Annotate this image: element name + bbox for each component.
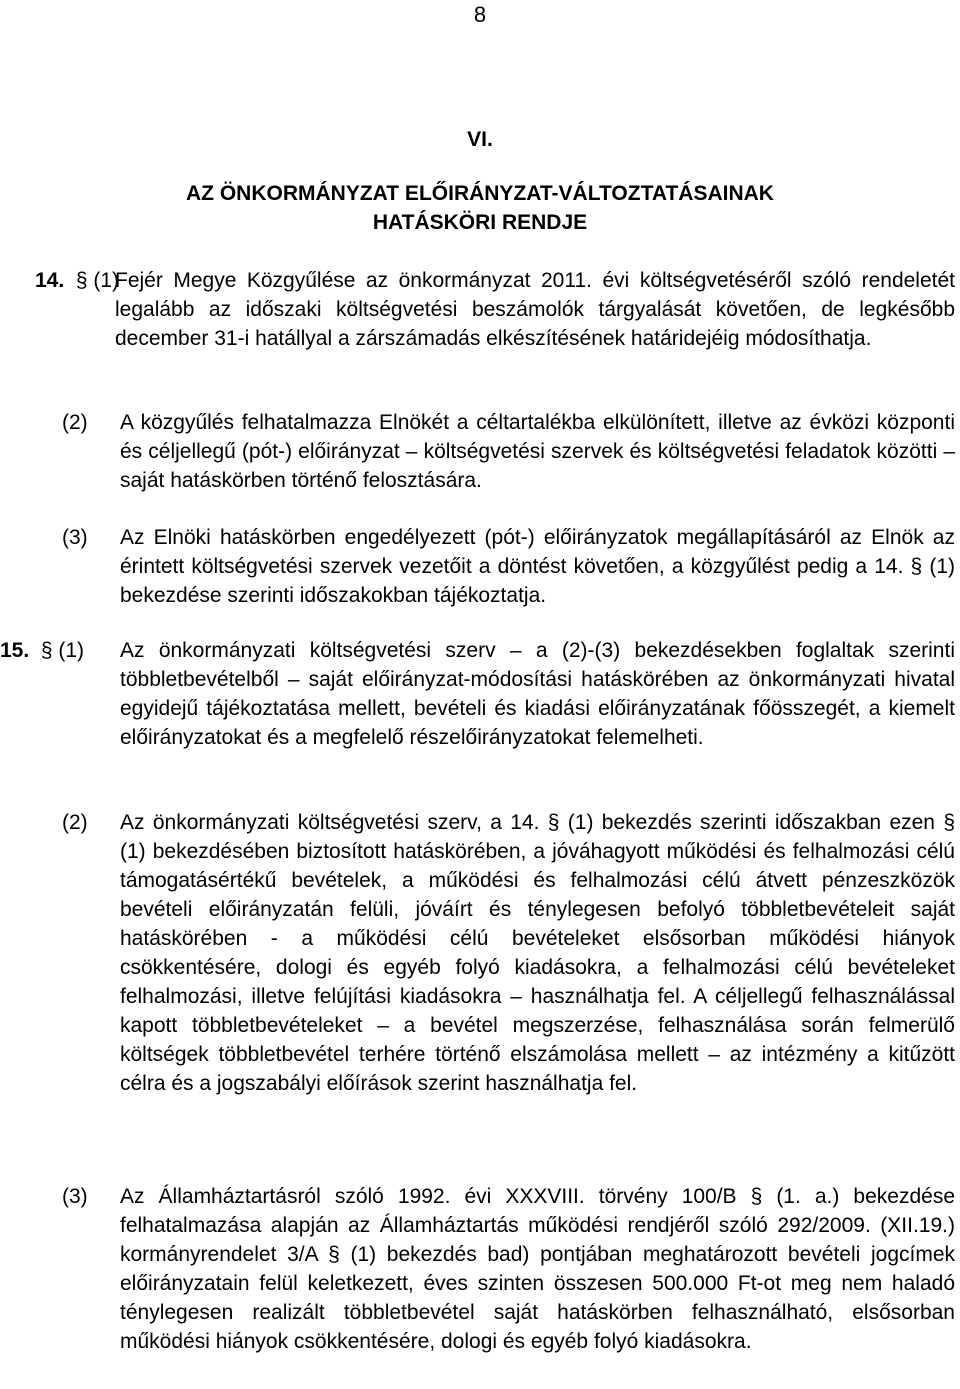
chapter-title-line-2: HATÁSKÖRI RENDJE: [372, 211, 588, 234]
section-number-15: 15. § (1): [0, 639, 85, 662]
paragraph-label: (3): [62, 1185, 88, 1208]
paragraph-label: (3): [62, 526, 88, 549]
paragraph-label: (2): [62, 411, 88, 434]
chapter-title: [0, 179, 960, 237]
paragraph-text: Fejér Megye Közgyűlése az önkormányzat 2011. évi költségvetéséről szóló rendeletét legalább az időszaki költségvetési beszámolók tárgyalását követően, de legkésőbb december 31-i hatállyal a zárszámadás elkészítésének határidejéig módosíthatja.: [115, 269, 955, 350]
paragraph-text: A közgyűlés felhatalmazza Elnökét a céltartalékba elkülönített, illetve az évközi központi és céljellegű (pót-) előirányzat – költségvetési szervek és költségvetési feladatok közötti – saját hatáskörben történő felosztására.: [120, 411, 955, 492]
paragraph-text: Az önkormányzati költségvetési szerv – a (2)-(3) bekezdésekben foglaltak szerinti többletbevételből – saját előirányzat-módosítási hatáskörében az önkormányzati hivatal egyidejű tájékoztatása mellett, bevételi és kiadási előirányzatának főösszegét, a kiemelt előirányzatokat és a megfelelő részelőirányzatokat felemelheti.: [120, 639, 955, 749]
paragraph-text: Az Államháztartásról szóló 1992. évi XXXVIII. törvény 100/B § (1. a.) bekezdése felhatalmazása alapján az Államháztartás működési rendjéről szóló 292/2009. (XII.19.) kormányrendelet 3/A § (1) bekezdés bad) pontjában meghatározott bevételi jogcímek előirányzatain felül keletkezett, éves szinten összesen 500.000 Ft-ot meg nem haladó ténylegesen realizált többletbevétel saját hatáskörben felhasználható, elsősorban működési hiányok csökkentésére, dologi és egyéb folyó kiadásokra.: [120, 1185, 955, 1353]
paragraph-text: Az Elnöki hatáskörben engedélyezett (pót-) előirányzatok megállapításáról az Elnök az érintett költségvetési szervek vezetőit a döntést követően, a közgyűlést pedig a 14. § (1) bekezdése szerinti időszakokban tájékoztatja.: [120, 526, 955, 607]
paragraph-label: (2): [62, 811, 88, 834]
page-number: 8: [473, 2, 487, 27]
section-number-14: 14. § (1): [35, 269, 120, 292]
paragraph-text: Az önkormányzati költségvetési szerv, a 14. § (1) bekezdés szerinti időszakban ezen § (1) bekezdésében biztosított hatáskörében, a jóváhagyott működési és felhalmozási célú támogatásértékű bevételek, a működési és felhalmozási célú átvett pénzeszközök bevételi előirányzatán felüli, jóváírt és ténylegesen befolyó többletbevételeit saját hatáskörében - a működési célú bevételeket elsősorban működési hiányok csökkentésére, dologi és egyéb folyó kiadásokra, a felhalmozási célú bevételeket felhalmozási, illetve felújítási kiadásokra – használhatja fel. A céljellegű felhasználással kapott többletbevételeket – a bevétel megszerzése, felhasználása során felmerülő költségek többletbevétel terhére történő elszámolása mellett – az intézmény a kitűzött célra és a jogszabályi előírások szerint használhatja fel.: [120, 811, 955, 1095]
chapter-number: VI.: [467, 128, 493, 151]
chapter-title-line-1: AZ ÖNKORMÁNYZAT ELŐIRÁNYZAT-VÁLTOZTATÁSAINAK: [186, 182, 774, 205]
